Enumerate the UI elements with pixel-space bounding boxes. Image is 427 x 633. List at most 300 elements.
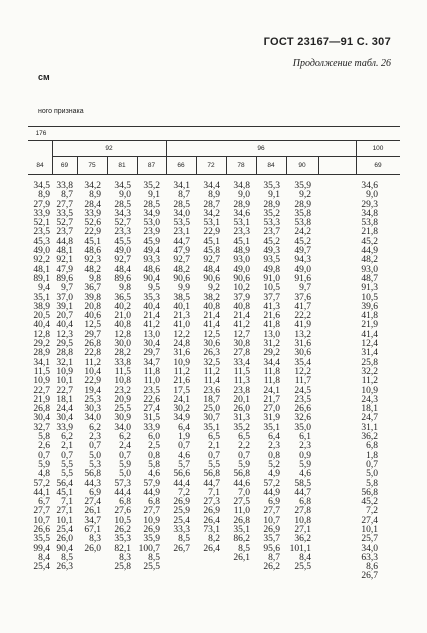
table-cell: 29,2: [33, 339, 50, 350]
table-cell: 44,4: [114, 487, 131, 498]
table-cell: 19,4: [84, 385, 101, 396]
table-cell: 35,1: [233, 524, 250, 535]
table-cell: 24,5: [294, 385, 311, 396]
table-cell: 26,1: [233, 552, 250, 563]
table-cell: 10,7: [263, 515, 280, 526]
table-cell: 34,3: [114, 208, 131, 219]
table-cell: 36,2: [361, 432, 378, 443]
table-cell: 35,4: [294, 357, 311, 368]
column-label: 75: [88, 162, 96, 169]
table-cell: 45,2: [263, 236, 280, 247]
table-cell: 29,7: [143, 348, 160, 359]
table-cell: 45,5: [114, 236, 131, 247]
table-cell: 34,0: [84, 413, 101, 424]
table-cell: 53,1: [233, 218, 250, 229]
table-cell: 53,8: [361, 218, 378, 229]
table-cell: 48,2: [361, 255, 378, 266]
table-cell: 2,3: [89, 432, 101, 443]
table-cell: 6,7: [38, 497, 50, 508]
table-cell: 11,8: [263, 376, 280, 387]
table-cell: 8,5: [238, 543, 250, 554]
table-cell: 31,3: [233, 413, 250, 424]
table-cell: 34,6: [233, 208, 250, 219]
table-cell: 41,7: [294, 301, 311, 312]
table-cell: 26,9: [263, 524, 280, 535]
table-cell: 48,9: [233, 246, 250, 257]
table-cell: 91,0: [263, 273, 280, 284]
table-cell: 28,4: [84, 199, 101, 210]
table-cell: 24,1: [263, 385, 280, 396]
table-cell: 21,6: [263, 311, 280, 322]
column-label: 66: [177, 162, 185, 169]
table-cell: 92,7: [114, 255, 131, 266]
table-cell: 52,1: [33, 218, 50, 229]
table-cell: 21,4: [233, 311, 250, 322]
table-cell: 40,4: [143, 301, 160, 312]
table-cell: 24,4: [56, 404, 73, 415]
table-cell: 26,9: [203, 506, 220, 517]
table-cell: 39,1: [56, 301, 73, 312]
table-cell: 48,4: [203, 264, 220, 275]
column-label: 90: [298, 162, 306, 169]
data-column-10: [348, 182, 378, 582]
table-cell: 12,3: [56, 329, 73, 340]
table-cell: 40,8: [114, 320, 131, 331]
table-cell: 24,2: [294, 227, 311, 238]
table-cell: 11,0: [143, 376, 160, 387]
table-cell: 34,2: [84, 181, 101, 191]
table-cell: 48,6: [84, 246, 101, 257]
table-cell: 45,1: [203, 236, 220, 247]
table-cell: 30,6: [294, 348, 311, 359]
table-cell: 21,9: [33, 394, 50, 405]
table-cell: 6,8: [148, 497, 160, 508]
table-cell: 45,1: [56, 487, 73, 498]
table-cell: 10,9: [56, 366, 73, 377]
table-cell: 31,6: [294, 339, 311, 350]
table-cell: 10,9: [33, 376, 50, 387]
table-cell: 56,8: [84, 469, 101, 480]
column-label: 84: [267, 162, 275, 169]
table-cell: 6,5: [238, 432, 250, 443]
table-cell: 23,3: [114, 227, 131, 238]
table-cell: 8,5: [148, 552, 160, 563]
table-cell: 45,9: [143, 236, 160, 247]
table-cell: 5,8: [38, 432, 50, 443]
table-cell: 44,6: [233, 478, 250, 489]
table-cell: 6,1: [299, 432, 311, 443]
table-cell: 56,6: [173, 469, 190, 480]
table-cell: 31,1: [361, 422, 378, 433]
table-cell: 9,0: [238, 190, 250, 201]
table-cell: 31,9: [263, 413, 280, 424]
column-label: 84: [36, 162, 44, 169]
table-cell: 57,3: [114, 478, 131, 489]
table-cell: 34,4: [263, 357, 280, 368]
table-cell: 0,7: [178, 441, 190, 452]
table-cell: 0,7: [38, 450, 50, 461]
table-cell: 57,2: [33, 478, 50, 489]
table-cell: 26,1: [84, 506, 101, 517]
table-cell: 27,9: [33, 199, 50, 210]
table-cell: 28,5: [143, 199, 160, 210]
table-cell: 9,1: [148, 190, 160, 201]
table-cell: 22,8: [84, 348, 101, 359]
table-cell: 24,1: [173, 394, 190, 405]
table-cell: 12,7: [233, 329, 250, 340]
table-cell: 26,0: [56, 534, 73, 545]
table-cell: 99,4: [33, 543, 50, 554]
table-cell: 44,3: [84, 478, 101, 489]
table-cell: 23,1: [173, 227, 190, 238]
table-cell: 53,0: [143, 218, 160, 229]
table-cell: 26,3: [56, 562, 73, 573]
table-cell: 20,7: [56, 311, 73, 322]
table-cell: 31,5: [143, 413, 160, 424]
table-cell: 0,9: [299, 450, 311, 461]
table-cell: 32,7: [33, 422, 50, 433]
column-label: 87: [147, 162, 156, 169]
table-cell: 20,5: [33, 311, 50, 322]
table-cell: 7,2: [366, 506, 378, 517]
table-cell: 5,2: [268, 459, 280, 470]
table-cell: 1,8: [366, 450, 378, 461]
table-cell: 23,7: [56, 227, 73, 238]
table-cell: 24,8: [173, 339, 190, 350]
table-cell: 8,7: [268, 552, 280, 563]
table-cell: 4,6: [299, 469, 311, 480]
table-cell: 32,1: [56, 357, 73, 368]
table-cell: 90,4: [143, 273, 160, 284]
table-cell: 9,7: [61, 283, 73, 294]
table-cell: 33,9: [56, 422, 73, 433]
table-cell: 23,6: [203, 385, 220, 396]
table-cell: 5,0: [119, 469, 131, 480]
table-cell: 93,5: [263, 255, 280, 266]
table-rule-group: [28, 140, 400, 141]
table-cell: 31,6: [173, 348, 190, 359]
table-cell: 36,5: [114, 292, 131, 303]
table-cell: 26,3: [203, 348, 220, 359]
table-cell: 11,5: [33, 366, 50, 377]
table-cell: 89,1: [33, 273, 50, 284]
table-cell: 56,8: [361, 487, 378, 498]
table-cell: 92,7: [173, 255, 190, 266]
data-column-2: [71, 182, 101, 554]
table-cell: 35,1: [203, 422, 220, 433]
table-cell: 2,1: [208, 441, 220, 452]
table-cell: 9,0: [119, 190, 131, 201]
table-cell: 5,5: [61, 459, 73, 470]
table-cell: 27,8: [294, 506, 311, 517]
table-cell: 37,6: [294, 292, 311, 303]
table-cell: 10,2: [233, 283, 250, 294]
table-cell: 56,4: [56, 478, 73, 489]
table-cell: 0,7: [208, 450, 220, 461]
table-cell: 10,1: [361, 524, 378, 535]
data-column-3: [101, 182, 131, 572]
table-cell: 5,0: [89, 450, 101, 461]
table-cell: 49,0: [114, 246, 131, 257]
table-cell: 30,2: [173, 404, 190, 415]
table-cell: 49,0: [33, 246, 50, 257]
table-cell: 38,5: [173, 292, 190, 303]
table-cell: 6,9: [89, 487, 101, 498]
table-cell: 93,0: [361, 264, 378, 275]
column-label: 69: [374, 162, 382, 169]
table-cell: 11,5: [114, 366, 131, 377]
table-cell: 26,6: [33, 524, 50, 535]
table-cell: 35,9: [294, 181, 311, 191]
table-cell: 27,3: [203, 497, 220, 508]
table-cell: 6,8: [299, 497, 311, 508]
table-cell: 37,0: [56, 292, 73, 303]
table-cell: 34,1: [173, 181, 190, 191]
table-cell: 0,7: [366, 459, 378, 470]
column-label: 81: [118, 162, 126, 169]
table-cell: 21,7: [263, 394, 280, 405]
table-cell: 8,9: [89, 190, 101, 201]
table-cell: 41,8: [263, 320, 280, 331]
table-cell: 9,7: [299, 283, 311, 294]
table-cell: 24,7: [361, 413, 378, 424]
table-cell: 8,2: [208, 534, 220, 545]
table-cell: 24,3: [361, 394, 378, 405]
table-cell: 6,2: [61, 432, 73, 443]
table-cell: 12,2: [294, 366, 311, 377]
table-cell: 6,2: [119, 432, 131, 443]
table-cell: 21,9: [361, 320, 378, 331]
column-label: 72: [207, 162, 215, 169]
table-cell: 44,9: [263, 487, 280, 498]
table-cell: 6,9: [268, 497, 280, 508]
column-label: 78: [237, 162, 245, 169]
table-cell: 25,0: [203, 404, 220, 415]
table-rule-top: [28, 126, 400, 127]
table-cell: 25,4: [173, 515, 190, 526]
table-cell: 28,7: [203, 199, 220, 210]
table-cell: 25,5: [143, 562, 160, 573]
table-cell: 26,0: [84, 543, 101, 554]
table-cell: 11,2: [173, 366, 190, 377]
table-cell: 49,7: [294, 246, 311, 257]
table-cell: 27,7: [143, 506, 160, 517]
table-cell: 30,4: [33, 413, 50, 424]
table-cell: 26,7: [361, 571, 378, 582]
table-cell: 26,2: [263, 562, 280, 573]
table-cell: 8,9: [38, 190, 50, 201]
table-cell: 35,8: [294, 208, 311, 219]
table-cell: 48,7: [361, 273, 378, 284]
table-cell: 11,2: [84, 357, 101, 368]
table-cell: 35,0: [294, 422, 311, 433]
table-cell: 30,6: [203, 339, 220, 350]
table-cell: 35,3: [263, 181, 280, 191]
table-cell: 25,3: [84, 394, 101, 405]
table-cell: 33,8: [56, 181, 73, 191]
table-cell: 44,7: [173, 236, 190, 247]
table-cell: 10,7: [33, 515, 50, 526]
table-cell: 28,9: [263, 199, 280, 210]
table-cell: 22,2: [294, 311, 311, 322]
table-cell: 21,4: [203, 311, 220, 322]
table-cell: 91,3: [361, 283, 378, 294]
table-cell: 11,8: [143, 366, 160, 377]
table-cell: 10,9: [361, 385, 378, 396]
table-cell: 0,7: [119, 450, 131, 461]
table-cell: 21,8: [361, 227, 378, 238]
table-cell: 52,7: [56, 218, 73, 229]
table-cell: 20,1: [233, 394, 250, 405]
table-cell: 27,5: [233, 497, 250, 508]
table-cell: 90,4: [56, 543, 73, 554]
table-cell: 41,9: [294, 320, 311, 331]
table-cell: 30,0: [114, 339, 131, 350]
table-cell: 8,7: [178, 190, 190, 201]
table-cell: 8,6: [366, 562, 378, 573]
table-cell: 40,1: [173, 301, 190, 312]
table-cell: 26,7: [173, 543, 190, 554]
table-cell: 34,9: [173, 413, 190, 424]
table-cell: 35,9: [143, 534, 160, 545]
table-cell: 23,3: [233, 227, 250, 238]
table-cell: 30,4: [56, 413, 73, 424]
table-cell: 49,3: [263, 246, 280, 257]
table-cell: 27,0: [263, 404, 280, 415]
table-cell: 38,2: [203, 292, 220, 303]
table-cell: 34,8: [233, 181, 250, 191]
table-cell: 34,6: [361, 181, 378, 191]
table-cell: 93,3: [143, 255, 160, 266]
table-cell: 49,0: [294, 264, 311, 275]
table-cell: 89,6: [114, 273, 131, 284]
table-cell: 30,4: [143, 339, 160, 350]
table-cell: 22,6: [143, 394, 160, 405]
table-cell: 8,5: [61, 552, 73, 563]
table-cell: 12,4: [361, 339, 378, 350]
table-cell: 44,7: [203, 478, 220, 489]
table-cell: 10,1: [56, 376, 73, 387]
table-cell: 6,4: [178, 422, 190, 433]
table-cell: 41,0: [173, 320, 190, 331]
table-cell: 40,6: [84, 311, 101, 322]
table-cell: 13,0: [263, 329, 280, 340]
table-cell: 34,5: [114, 181, 131, 191]
table-cell: 39,8: [84, 292, 101, 303]
table-cell: 26,2: [114, 524, 131, 535]
table-cell: 41,4: [203, 320, 220, 331]
table-cell: 63,3: [361, 552, 378, 563]
data-column-6: [190, 182, 220, 554]
table-cell: 33,8: [114, 357, 131, 368]
table-cell: 48,1: [33, 264, 50, 275]
table-cell: 29,7: [84, 329, 101, 340]
table-cell: 41,2: [233, 320, 250, 331]
table-cell: 25,4: [33, 562, 50, 573]
table-cell: 6,8: [119, 497, 131, 508]
table-cell: 4,9: [268, 469, 280, 480]
table-cell: 0,7: [61, 450, 73, 461]
table-cell: 45,1: [233, 236, 250, 247]
table-cell: 25,4: [56, 524, 73, 535]
table-cell: 94,3: [294, 255, 311, 266]
table-cell: 22,9: [203, 227, 220, 238]
table-cell: 4,8: [38, 469, 50, 480]
table-cell: 90,6: [173, 273, 190, 284]
table-cell: 41,2: [143, 320, 160, 331]
table-cell: 40,8: [233, 301, 250, 312]
table-cell: 8,9: [208, 190, 220, 201]
table-cell: 22,7: [33, 385, 50, 396]
table-cell: 28,5: [114, 199, 131, 210]
table-cell: 44,8: [56, 236, 73, 247]
table-cell: 52,7: [114, 218, 131, 229]
table-cell: 5,5: [208, 459, 220, 470]
table-cell: 25,7: [361, 534, 378, 545]
table-cell: 86,2: [233, 534, 250, 545]
table-cell: 34,0: [173, 208, 190, 219]
table-cell: 5,0: [366, 469, 378, 480]
table-cell: 27,7: [33, 506, 50, 517]
table-cell: 2,3: [268, 441, 280, 452]
table-cell: 27,1: [56, 506, 73, 517]
table-cell: 26,4: [203, 543, 220, 554]
table-cell: 26,9: [173, 497, 190, 508]
table-cell: 44,4: [173, 478, 190, 489]
table-cell: 2,2: [238, 441, 250, 452]
table-cell: 0,8: [148, 450, 160, 461]
table-cell: 5,8: [366, 478, 378, 489]
table-cell: 12,8: [33, 329, 50, 340]
table-cell: 39,6: [361, 301, 378, 312]
table-cell: 45,2: [361, 236, 378, 247]
table-cell: 6,8: [366, 441, 378, 452]
table-cell: 92,1: [56, 255, 73, 266]
data-column-5: [160, 182, 190, 554]
table-cell: 28,9: [233, 199, 250, 210]
table-cell: 37,9: [233, 292, 250, 303]
table-cell: 34,2: [203, 208, 220, 219]
table-cell: 52,6: [84, 218, 101, 229]
table-cell: 92,7: [203, 255, 220, 266]
table-cell: 41,4: [361, 329, 378, 340]
table-cell: 8,3: [89, 534, 101, 545]
table-cell: 48,2: [84, 264, 101, 275]
table-cell: 35,3: [114, 534, 131, 545]
table-cell: 44,9: [361, 246, 378, 257]
table-cell: 13,0: [143, 329, 160, 340]
table-cell: 10,4: [84, 366, 101, 377]
table-cell: 92,2: [33, 255, 50, 266]
table-cell: 9,9: [178, 283, 190, 294]
table-cell: 5,8: [148, 459, 160, 470]
table-cell: 48,4: [114, 264, 131, 275]
table-cell: 26,0: [233, 404, 250, 415]
table-cell: 28,5: [173, 199, 190, 210]
table-cell: 11,4: [203, 376, 220, 387]
table-cell: 33,9: [33, 208, 50, 219]
table-cell: 21,3: [173, 311, 190, 322]
table-cell: 30,8: [233, 339, 250, 350]
table-cell: 9,2: [208, 283, 220, 294]
table-cell: 34,0: [361, 543, 378, 554]
table-cell: 23,9: [143, 227, 160, 238]
table-cell: 49,4: [143, 246, 160, 257]
table-cell: 11,5: [233, 366, 250, 377]
table-cell: 18,7: [203, 394, 220, 405]
table-cell: 5,9: [119, 459, 131, 470]
table-cell: 8,7: [61, 190, 73, 201]
